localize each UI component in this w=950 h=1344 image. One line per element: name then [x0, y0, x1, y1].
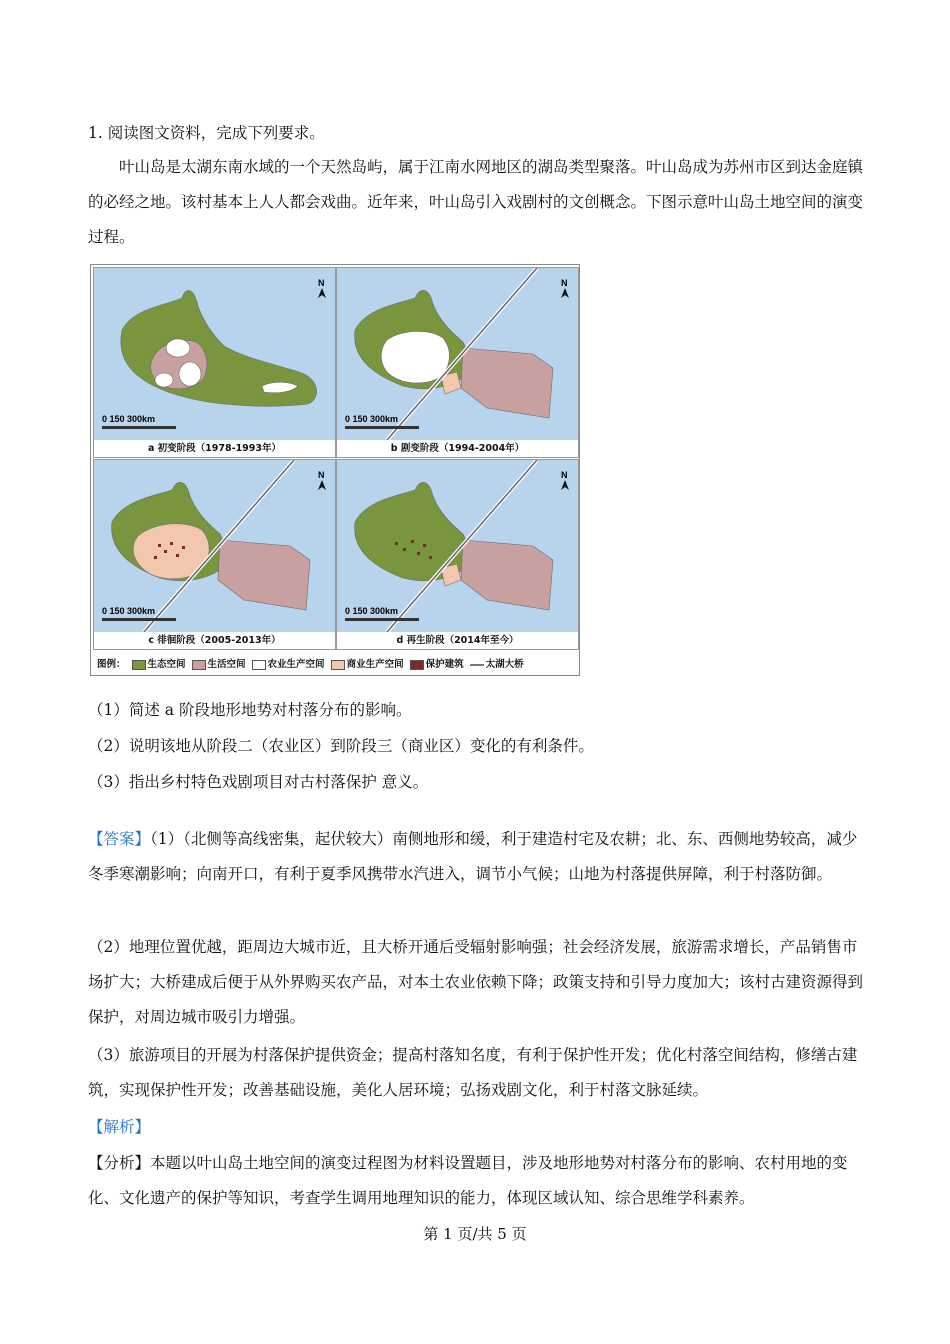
scale-bar-icon [345, 426, 419, 429]
legend-bridge: 太湖大桥 [470, 656, 524, 670]
legend-eco: 生态空间 [132, 656, 186, 670]
legend-life-swatch [192, 660, 206, 670]
scale-bar-label: 0 150 300km [345, 606, 399, 616]
answer-tag: 【答案】 [88, 830, 151, 848]
legend-bridge-line [470, 664, 484, 666]
sub-question-3: （3）指出乡村特色戏剧项目对古村落保护 意义。 [88, 773, 429, 791]
scale-bar-label: 0 150 300km [102, 606, 156, 616]
map-b [337, 268, 578, 440]
agri-space [155, 373, 173, 387]
map-d [337, 460, 578, 632]
answer-part-2: （2）地理位置优越，距周边大城市近，且大桥开通后受辐射影响强；社会经济发展，旅游需求增长，产品销售市场扩大；大桥建成后便于从外界购买农产品，对本土农业依赖下降；政策支持和引导力度加大；该村古建资源得到保护，对周边城市吸引力增强。 [88, 938, 864, 1026]
panel-d-caption: d 再生阶段（2014年至今） [396, 635, 519, 646]
legend-agri: 农业生产空间 [252, 656, 325, 670]
analysis-tag: 【解析】 [88, 1118, 151, 1136]
map-c [94, 460, 335, 632]
land-evolution-figure [90, 264, 580, 676]
panel-d [336, 459, 579, 650]
legend-life: 生活空间 [192, 656, 246, 670]
panel-c-caption: c 徘徊阶段（2005-2013年） [148, 635, 281, 646]
agri-space [381, 331, 449, 383]
analysis-label: 【分析】 [88, 1154, 151, 1172]
scale-bar-label: 0 150 300km [102, 414, 156, 424]
question-stem: 1. 阅读图文资料，完成下列要求。 [88, 124, 325, 142]
legend-prot-swatch [410, 660, 424, 670]
sub-question-2: （2）说明该地从阶段二（农业区）到阶段三（商业区）变化的有利条件。 [88, 737, 594, 755]
panel-b-caption: b 剧变阶段（1994-2004年） [390, 443, 525, 454]
legend-agri-swatch [252, 660, 266, 670]
scale-bar-label: 0 150 300km [345, 414, 399, 424]
panel-b [336, 267, 579, 458]
answer-part-1: 【答案】（1）（北侧等高线密集，起伏较大）南侧地形和缓，利于建造村宅及农耕；北、东、西侧地势较高，减少冬季寒潮影响；向南开口，有利于夏季风携带水汽进入，调节小气候；山地为村落提供屏障，利于村落防御。 [88, 830, 858, 883]
north-arrow-label: N [318, 278, 325, 288]
panel-c [93, 459, 336, 650]
sub-question-1: （1）简述 a 阶段地形地势对村落分布的影响。 [88, 701, 412, 719]
panel-a-caption: a 初变阶段（1978-1993年） [147, 443, 282, 454]
legend-comm-swatch [331, 660, 345, 670]
question-intro: 叶山岛是太湖东南水域的一个天然岛屿，属于江南水网地区的湖岛类型聚落。叶山岛成为苏州市区到达金庭镇的必经之地。该村基本上人人都会戏曲。近年来，叶山岛引入戏剧村的文创概念。下图示意叶山岛土地空间的演变过程。 [88, 158, 864, 246]
scale-bar-icon [102, 618, 176, 621]
legend-title: 图例： [97, 659, 126, 670]
figure-legend [93, 654, 579, 672]
agri-space [166, 339, 190, 357]
north-arrow-label: N [318, 470, 325, 480]
map-a [94, 268, 335, 440]
north-arrow-label: N [561, 278, 568, 288]
scale-bar-icon [345, 618, 419, 621]
legend-eco-swatch [132, 660, 146, 670]
answer-part-3: （3）旅游项目的开展为村落保护提供资金；提高村落知名度，有利于保护性开发；优化村落空间结构，修缮古建筑，实现保护性开发；改善基础设施，美化人居环境；弘扬戏剧文化，利于村落文脉延续。 [88, 1046, 858, 1099]
analysis-text: 【分析】本题以叶山岛土地空间的演变过程图为材料设置题目，涉及地形地势对村落分布的影响、农村用地的变化、文化遗产的保护等知识，考查学生调用地理知识的能力，体现区域认知、综合思维学科素养。 [88, 1154, 848, 1207]
agri-space [179, 362, 201, 386]
page-footer: 第 1 页/共 5 页 [423, 1225, 527, 1243]
panel-a [93, 267, 336, 458]
north-arrow-label: N [561, 470, 568, 480]
legend-comm: 商业生产空间 [331, 656, 404, 670]
scale-bar-icon [102, 426, 176, 429]
legend-prot: 保护建筑 [410, 656, 464, 670]
